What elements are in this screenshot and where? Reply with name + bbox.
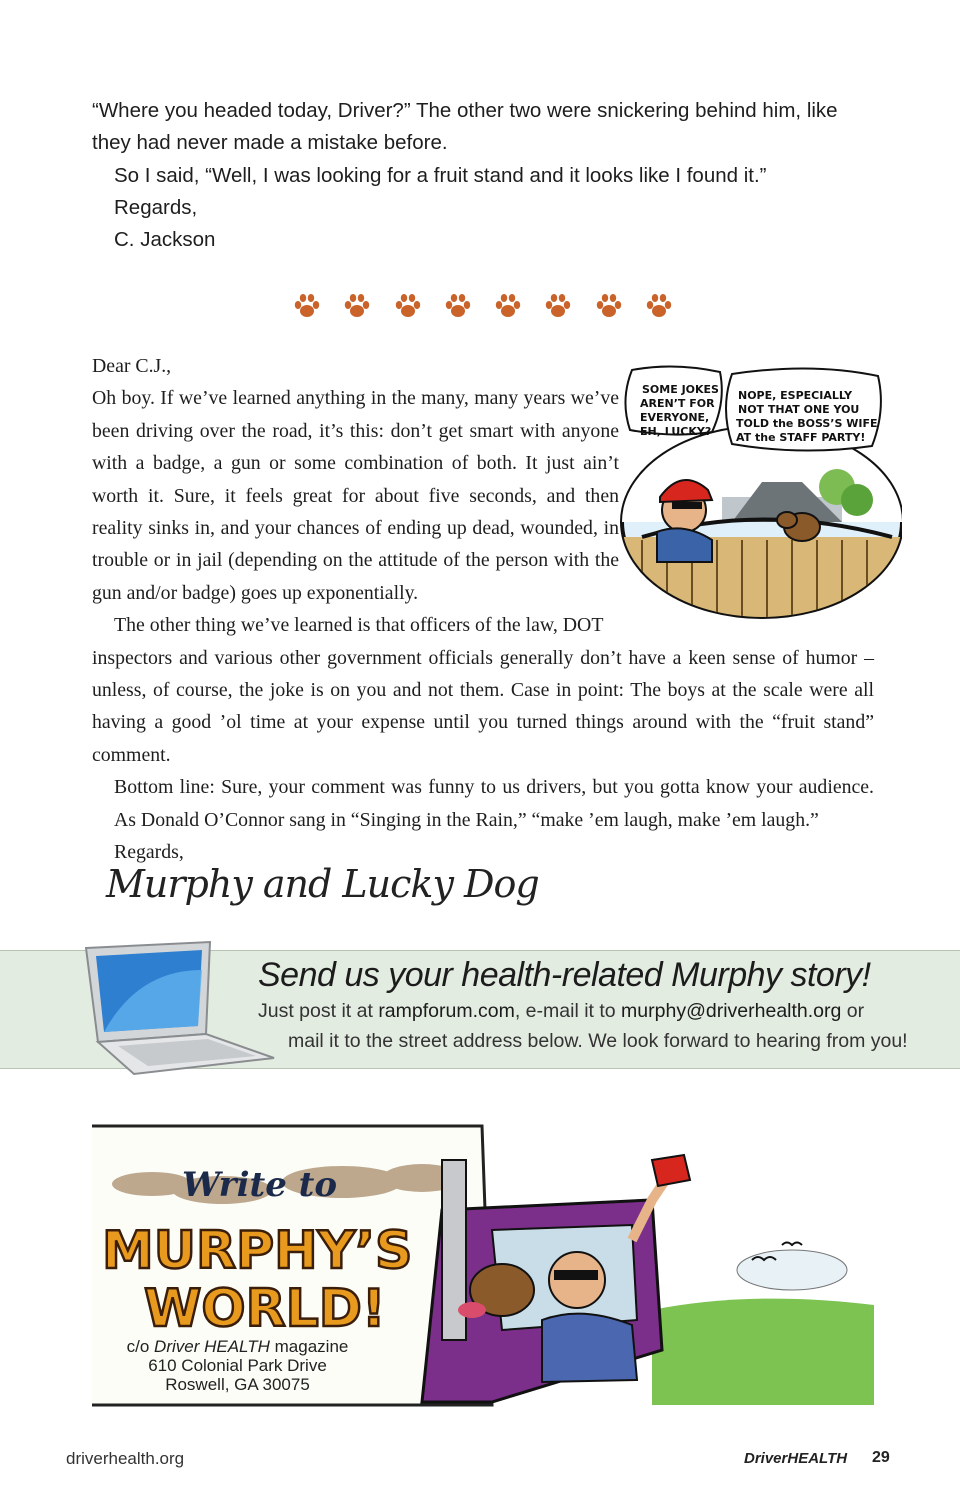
paw-print-icon: [644, 292, 672, 320]
world-title: WORLD!: [144, 1279, 386, 1339]
callout-text: or: [841, 1000, 865, 1022]
paw-print-icon: [393, 292, 421, 320]
mailing-address: [110, 1337, 365, 1394]
write-to-label: Write to: [182, 1165, 338, 1205]
paw-print-icon: [443, 292, 471, 320]
reply-paragraph: Bottom line: Sure, your comment was funny to us drivers, but you gotta know your audience. As Donald O’Connor sang in “Singing in the Rain,” “make ’em laugh, make ’em laugh.”: [114, 776, 874, 831]
paw-print-divider: [292, 292, 672, 322]
bubble2-line: TOLD the BOSS’S WIFE: [736, 417, 878, 430]
letter-paragraph: “Where you headed today, Driver?” The other two were snickering behind him, like they had never made a mistake before.: [92, 99, 838, 155]
bubble1-line: EH, LUCKY?: [640, 425, 712, 438]
callout-text: Just post it at: [258, 1000, 379, 1022]
bubble1-line: EVERYONE,: [640, 411, 710, 424]
paw-print-icon: [594, 292, 622, 320]
paw-print-icon: [493, 292, 521, 320]
address-text: c/o: [126, 1337, 155, 1356]
reply-paragraph: Oh boy. If we’ve learned anything in the many, many years we’ve been driving over the road, it’s this: don’t get smart with anyone with a badge, a gun or some combination of both. It just ain’t worth it. Sure, it feels great for about five seconds, and then reality sinks in, and your chances of ending up dead, wounded, in trouble or in jail (depending on the attitude of the person with the gun and/or badge) goes up exponentially.: [92, 387, 619, 604]
address-street: 610 Colonial Park Drive: [148, 1356, 327, 1375]
letter-paragraph: So I said, “Well, I was looking for a fruit stand and it looks like I found it.”: [114, 163, 767, 187]
address-text: magazine: [269, 1337, 349, 1356]
page-number: 29: [872, 1449, 890, 1466]
bubble1-line: AREN’T FOR: [640, 397, 715, 410]
bubble2-line: NOPE, ESPECIALLY: [738, 389, 853, 402]
footer-brand: DriverHEALTH: [744, 1450, 848, 1467]
signature: Murphy and Lucky Dog: [106, 862, 539, 906]
email-link[interactable]: murphy@driverhealth.org: [621, 1000, 842, 1022]
paw-print-icon: [292, 292, 320, 320]
reply-closing: Regards,: [114, 841, 184, 864]
letter-author: C. Jackson: [114, 228, 216, 252]
paw-print-icon: [543, 292, 571, 320]
callout-line: mail it to the street address below. We look forward to hearing from you!: [288, 1030, 908, 1052]
bubble2-line: NOT THAT ONE YOU: [738, 403, 860, 416]
callout-line: [258, 1000, 864, 1023]
callout-title: Send us your health-related Murphy story!: [258, 956, 871, 994]
reply-paragraph: inspectors and various other government officials generally don’t have a keen sense of humor – unless, of course, the joke is on you and not them. Case in point: The boys at the scale were all having a good ’ol time at your expense until you turned things around with the “fruit stand” comment.: [92, 646, 874, 766]
address-city: Roswell, GA 30075: [165, 1375, 310, 1394]
reply-salutation: Dear C.J.,: [92, 355, 172, 377]
magazine-name: Driver HEALTH: [154, 1337, 270, 1356]
reply-paragraph: The other thing we’ve learned is that officers of the law, DOT: [114, 614, 604, 637]
footer-site[interactable]: driverhealth.org: [66, 1449, 185, 1468]
laptop-icon: [78, 940, 276, 1080]
letter-closing: Regards,: [114, 195, 198, 219]
murphys-title: MURPHY’S: [102, 1221, 413, 1281]
bubble1-line: SOME JOKES: [642, 383, 719, 396]
cartoon-driver-and-dog: [612, 362, 902, 622]
reader-letter: [92, 95, 882, 256]
callout-text: , e-mail it to: [514, 1000, 622, 1022]
paw-print-icon: [342, 292, 370, 320]
rampforum-link[interactable]: rampforum.com: [378, 1000, 515, 1022]
bubble2-line: AT the STAFF PARTY!: [736, 431, 866, 444]
